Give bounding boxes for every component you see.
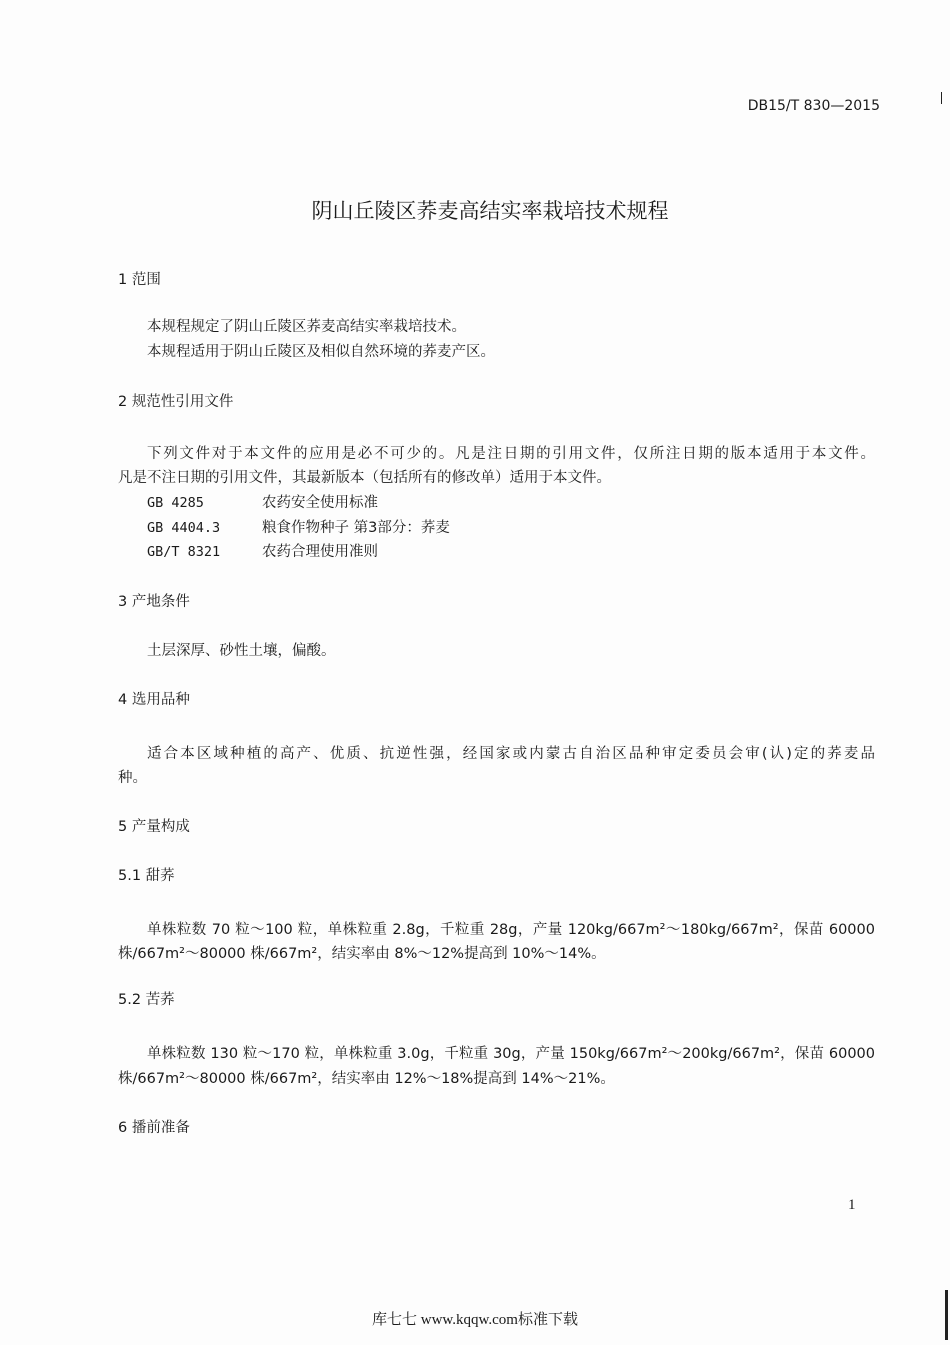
paragraph-line: 单株粒数 130 粒～170 粒，单株粒重 3.0g，千粒重 30g，产量 150kg/667m²～200kg/667m²，保苗 60000 bbox=[147, 1046, 875, 1062]
scan-edge-mark bbox=[941, 92, 942, 104]
section-1-heading: 1 范围 bbox=[118, 272, 161, 288]
reference-code: GB 4285 bbox=[147, 495, 204, 511]
paragraph-line: 本规程适用于阴山丘陵区及相似自然环境的荞麦产区。 bbox=[147, 344, 495, 360]
paragraph-line: 本规程规定了阴山丘陵区荞麦高结实率栽培技术。 bbox=[147, 319, 466, 335]
reference-title: 农药安全使用标准 bbox=[262, 495, 378, 511]
section-5-heading: 5 产量构成 bbox=[118, 819, 190, 835]
page-number: 1 bbox=[848, 1197, 856, 1213]
section-2-heading: 2 规范性引用文件 bbox=[118, 394, 234, 410]
paragraph-line: 下列文件对于本文件的应用是必不可少的。凡是注日期的引用文件，仅所注日期的版本适用于本文件。 bbox=[147, 446, 875, 462]
section-3-heading: 3 产地条件 bbox=[118, 594, 190, 610]
standard-number: DB15/T 830—2015 bbox=[747, 98, 880, 114]
paragraph-line: 适合本区域种植的高产、优质、抗逆性强，经国家或内蒙古自治区品种审定委员会审(认)定的荞麦品 bbox=[147, 746, 875, 762]
section-5-2-heading: 5.2 苦荞 bbox=[118, 992, 175, 1008]
paragraph-line: 株/667m²～80000 株/667m²，结实率由 12%～18%提高到 14%～21%。 bbox=[118, 1071, 615, 1087]
reference-title: 粮食作物种子 第3部分：荞麦 bbox=[262, 520, 450, 536]
reference-title: 农药合理使用准则 bbox=[262, 544, 378, 560]
footer-watermark: 库七七 www.kqqw.com标准下载 bbox=[372, 1312, 578, 1328]
reference-code: GB 4404.3 bbox=[147, 520, 221, 536]
document-title: 阴山丘陵区荞麦高结实率栽培技术规程 bbox=[311, 199, 669, 223]
paragraph-line: 种。 bbox=[118, 770, 147, 786]
scan-edge-mark bbox=[945, 1290, 948, 1340]
section-4-heading: 4 选用品种 bbox=[118, 692, 190, 708]
paragraph-line: 土层深厚、砂性土壤，偏酸。 bbox=[147, 643, 336, 659]
section-5-1-heading: 5.1 甜荞 bbox=[118, 868, 175, 884]
section-6-heading: 6 播前准备 bbox=[118, 1120, 190, 1136]
paragraph-line: 凡是不注日期的引用文件，其最新版本（包括所有的修改单）适用于本文件。 bbox=[118, 470, 611, 486]
reference-code: GB/T 8321 bbox=[147, 544, 221, 560]
paragraph-line: 单株粒数 70 粒～100 粒，单株粒重 2.8g，千粒重 28g，产量 120kg/667m²～180kg/667m²，保苗 60000 bbox=[147, 922, 875, 938]
paragraph-line: 株/667m²～80000 株/667m²，结实率由 8%～12%提高到 10%～14%。 bbox=[118, 946, 606, 962]
